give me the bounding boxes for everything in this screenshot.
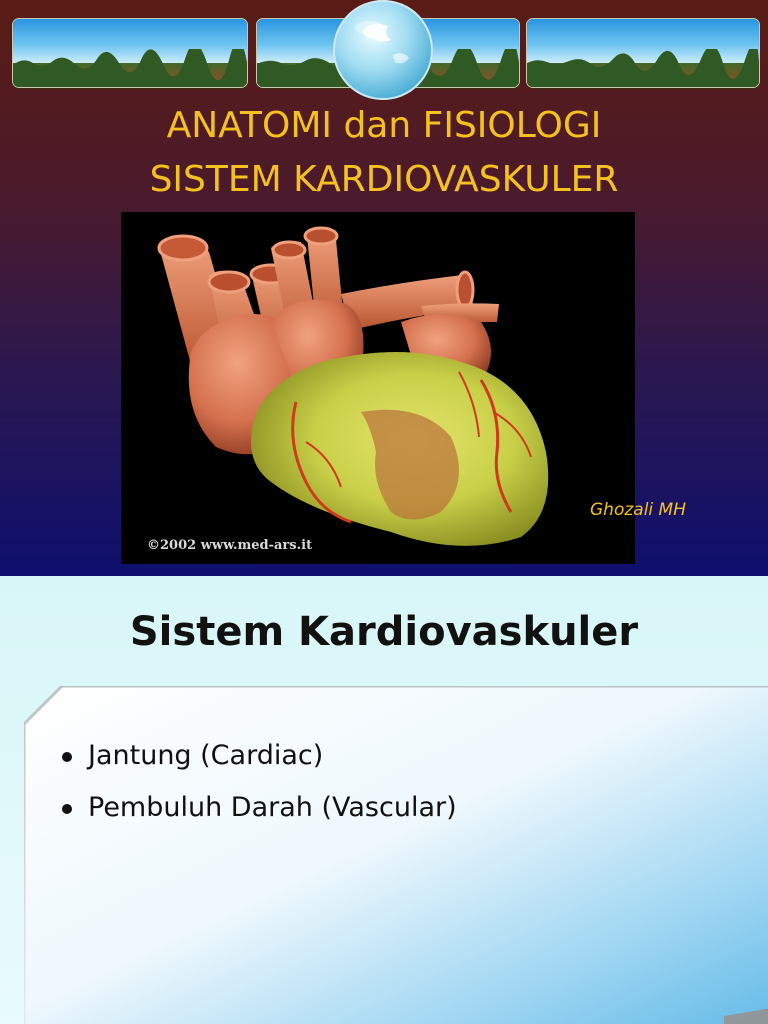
heart-illustration — [121, 212, 635, 564]
landscape-banner-right — [526, 18, 760, 88]
image-credit: ©2002 www.med-ars.it — [147, 538, 313, 553]
bullet-icon — [62, 752, 72, 762]
globe-emblem — [333, 0, 433, 100]
list-item-text: Pembuluh Darah (Vascular) — [88, 792, 457, 823]
bullet-icon — [62, 804, 72, 814]
landscape-banner-left — [12, 18, 248, 88]
list-item — [60, 730, 457, 782]
bullet-list — [60, 730, 457, 834]
title-line-1: ANATOMI dan FISIOLOGI — [166, 105, 602, 146]
list-item — [60, 782, 457, 834]
slide-title: Sistem Kardiovaskuler — [129, 609, 639, 655]
author-name: Ghozali MH — [590, 500, 686, 520]
title-line-2: SISTEM KARDIOVASKULER — [149, 159, 619, 200]
list-item-text: Jantung (Cardiac) — [88, 740, 324, 771]
content-slide — [0, 576, 768, 1024]
